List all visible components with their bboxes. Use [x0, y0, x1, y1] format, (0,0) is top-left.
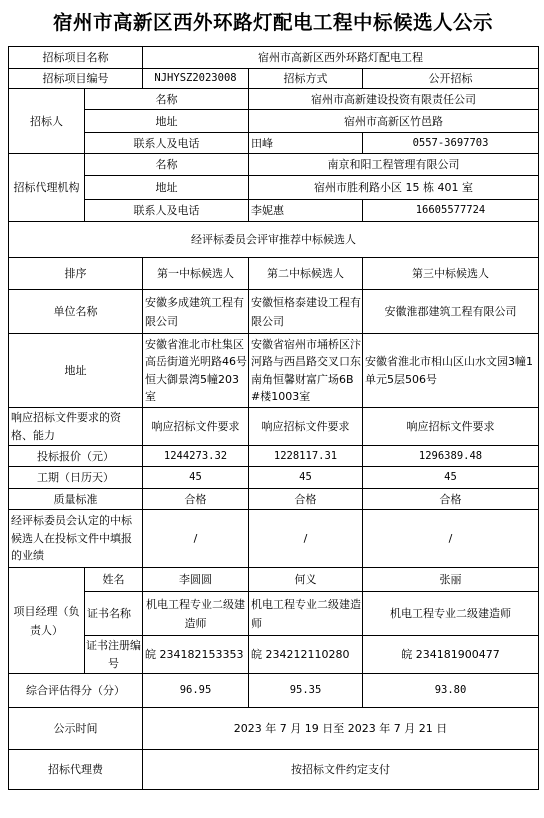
candidate-2-unit: 安徽恒格泰建设工程有限公司 [249, 290, 363, 334]
table-row [9, 467, 539, 489]
candidate-1-quality: 合格 [143, 489, 249, 510]
table-row [9, 176, 539, 200]
agency-contact-label: 联系人及电话 [85, 200, 249, 222]
tenderer-label: 招标人 [9, 89, 85, 154]
table-row [9, 408, 539, 446]
candidate-3-unit: 安徽淮郡建筑工程有限公司 [363, 290, 539, 334]
tenderer-contact-label: 联系人及电话 [85, 133, 249, 154]
candidate-2-quality: 合格 [249, 489, 363, 510]
pm-name-label: 姓名 [85, 568, 143, 592]
table-row [9, 154, 539, 176]
candidate-1-manager: 李圆圆 [143, 568, 249, 592]
project-name-value: 宿州市高新区西外环路灯配电工程 [143, 47, 539, 69]
tenderer-name-label: 名称 [85, 89, 249, 110]
table-row [9, 708, 539, 750]
address-label: 地址 [9, 334, 143, 408]
candidate-3-cert-name: 机电工程专业二级建造师 [363, 592, 539, 636]
candidate-1-period: 45 [143, 467, 249, 489]
candidate-1-score: 96.95 [143, 674, 249, 708]
agency-name-value: 南京和阳工程管理有限公司 [249, 154, 539, 176]
table-row [9, 489, 539, 510]
agency-fee-value: 按招标文件约定支付 [143, 750, 539, 790]
candidate-table [8, 46, 539, 790]
candidate-1-cert-no: 皖 234182153353 [143, 636, 249, 674]
agency-address-value: 宿州市胜利路小区 15 栋 401 室 [249, 176, 539, 200]
candidate-2-performance: / [249, 510, 363, 568]
agency-fee-label: 招标代理费 [9, 750, 143, 790]
candidate-1-performance: / [143, 510, 249, 568]
candidate-1-price: 1244273.32 [143, 446, 249, 467]
table-row [9, 674, 539, 708]
table-row [9, 446, 539, 467]
candidate-1-rank: 第一中标候选人 [143, 258, 249, 290]
project-name-label: 招标项目名称 [9, 47, 143, 69]
table-row [9, 510, 539, 568]
performance-label: 经评标委员会认定的中标候选人在投标文件中填报的业绩 [9, 510, 143, 568]
candidate-3-period: 45 [363, 467, 539, 489]
table-row [9, 568, 539, 592]
candidate-2-cert-no: 皖 234212110280 [249, 636, 363, 674]
tenderer-contact-phone: 0557-3697703 [363, 133, 539, 154]
pm-label: 项目经理（负责人） [9, 568, 85, 674]
agency-address-label: 地址 [85, 176, 249, 200]
table-row [9, 47, 539, 69]
candidate-3-address: 安徽省淮北市相山区山水文园3幢1单元5层506号 [363, 334, 539, 408]
agency-name-label: 名称 [85, 154, 249, 176]
pm-cert-no-label: 证书注册编号 [85, 636, 143, 674]
unit-label: 单位名称 [9, 290, 143, 334]
publicity-time-label: 公示时间 [9, 708, 143, 750]
quality-label: 质量标准 [9, 489, 143, 510]
candidate-2-price: 1228117.31 [249, 446, 363, 467]
tenderer-name-value: 宿州市高新建设投资有限责任公司 [249, 89, 539, 110]
agency-contact-phone: 16605577724 [363, 200, 539, 222]
project-code-value: NJHYSZ2023008 [143, 69, 249, 89]
rank-label: 排序 [9, 258, 143, 290]
table-row [9, 636, 539, 674]
score-label: 综合评估得分（分） [9, 674, 143, 708]
candidate-1-cert-name: 机电工程专业二级建造师 [143, 592, 249, 636]
table-row [9, 200, 539, 222]
tenderer-address-label: 地址 [85, 110, 249, 133]
agency-contact-person: 李妮惠 [249, 200, 363, 222]
candidate-2-response: 响应招标文件要求 [249, 408, 363, 446]
candidate-3-response: 响应招标文件要求 [363, 408, 539, 446]
table-row [9, 222, 539, 258]
tenderer-contact-person: 田峰 [249, 133, 363, 154]
table-row [9, 334, 539, 408]
table-row [9, 89, 539, 110]
candidate-3-manager: 张丽 [363, 568, 539, 592]
recommend-header: 经评标委员会评审推荐中标候选人 [9, 222, 539, 258]
candidate-2-manager: 何义 [249, 568, 363, 592]
pm-cert-name-label: 证书名称 [85, 592, 143, 636]
price-label: 投标报价（元） [9, 446, 143, 467]
candidate-3-quality: 合格 [363, 489, 539, 510]
candidate-2-score: 95.35 [249, 674, 363, 708]
candidate-3-score: 93.80 [363, 674, 539, 708]
candidate-2-address: 安徽省宿州市埇桥区汴河路与西昌路交叉口东南角恒馨财富广场6B#楼1003室 [249, 334, 363, 408]
project-code-label: 招标项目编号 [9, 69, 143, 89]
candidate-3-rank: 第三中标候选人 [363, 258, 539, 290]
candidate-3-price: 1296389.48 [363, 446, 539, 467]
candidate-1-unit: 安徽多成建筑工程有限公司 [143, 290, 249, 334]
table-row [9, 110, 539, 133]
candidate-2-rank: 第二中标候选人 [249, 258, 363, 290]
table-row [9, 258, 539, 290]
candidate-1-address: 安徽省淮北市杜集区高岳街道光明路46号恒大御景湾5幢203室 [143, 334, 249, 408]
candidate-2-cert-name: 机电工程专业二级建造师 [249, 592, 363, 636]
publicity-time-value: 2023 年 7 月 19 日至 2023 年 7 月 21 日 [143, 708, 539, 750]
candidate-3-performance: / [363, 510, 539, 568]
candidate-1-response: 响应招标文件要求 [143, 408, 249, 446]
bid-method-label: 招标方式 [249, 69, 363, 89]
table-row [9, 592, 539, 636]
response-label: 响应招标文件要求的资格、能力 [9, 408, 143, 446]
agency-label: 招标代理机构 [9, 154, 85, 222]
period-label: 工期（日历天） [9, 467, 143, 489]
candidate-3-cert-no: 皖 234181900477 [363, 636, 539, 674]
notice-title: 宿州市高新区西外环路灯配电工程中标候选人公示 [52, 11, 493, 34]
table-row [9, 750, 539, 790]
table-row [9, 69, 539, 89]
candidate-2-period: 45 [249, 467, 363, 489]
tenderer-address-value: 宿州市高新区竹邑路 [249, 110, 539, 133]
table-row [9, 290, 539, 334]
table-row [9, 133, 539, 154]
bid-method-value: 公开招标 [363, 69, 539, 89]
